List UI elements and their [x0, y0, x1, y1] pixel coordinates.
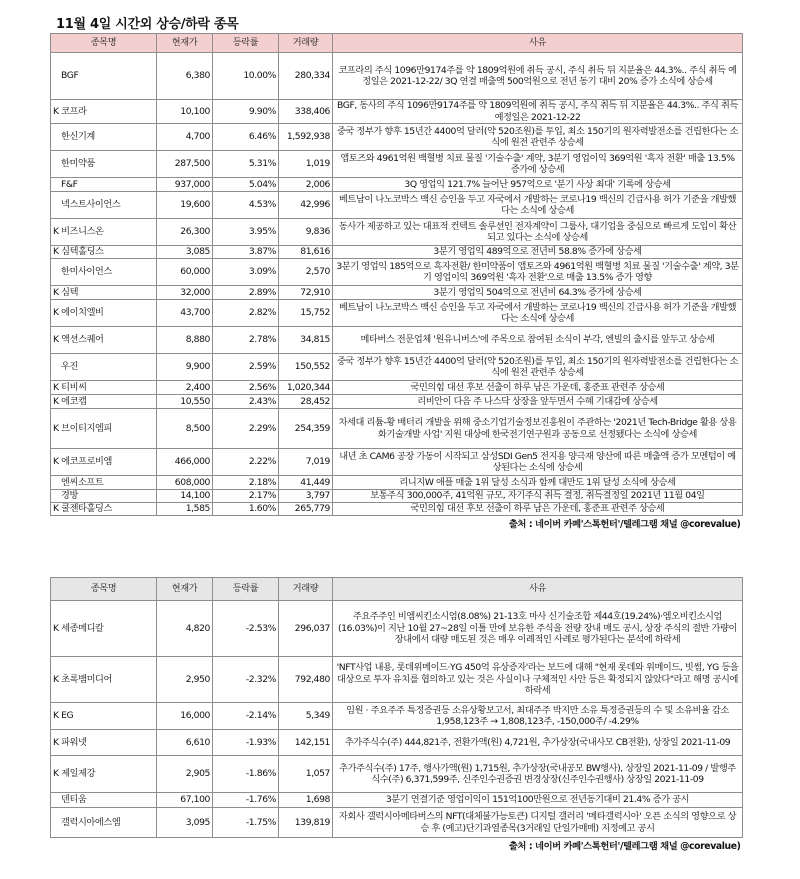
current-price: 6,610 [157, 730, 213, 756]
table-row [51, 300, 743, 327]
up-stocks-table [50, 33, 743, 533]
table-row [51, 756, 743, 793]
reason-text: 임원 · 주요주주 특정증권등 소유상황보고서, 최대주주 박지만 소유 특정증권등의 수 및 소유비율 감소 1,958,123주 → 1,808,123주, -150,000주/ -4.29% [333, 703, 743, 730]
current-price: 10,100 [157, 100, 213, 124]
table-row [51, 793, 743, 808]
change-rate: 2.89% [213, 286, 279, 300]
table-header-row [51, 34, 743, 53]
stock-name: F&F [51, 178, 157, 192]
col-header-volume: 거래량 [279, 578, 333, 601]
table-row [51, 246, 743, 259]
trade-volume: 338,406 [279, 100, 333, 124]
reason-text: 리니지W 애플 매출 1위 달성 소식과 함께 대만도 1위 달성 소식에 상승세 [333, 476, 743, 490]
col-header-reason: 사유 [333, 34, 743, 53]
col-header-name: 종목명 [51, 34, 157, 53]
stock-name: 한미사이언스 [51, 259, 157, 286]
current-price: 14,100 [157, 490, 213, 503]
change-rate: 2.78% [213, 327, 279, 354]
change-rate: 2.22% [213, 449, 279, 476]
change-rate: -1.93% [213, 730, 279, 756]
stock-name: K 비즈니스온 [51, 219, 157, 246]
col-header-price: 현재가 [157, 34, 213, 53]
trade-volume: 1,020,344 [279, 381, 333, 395]
change-rate: 3.09% [213, 259, 279, 286]
table-row [51, 259, 743, 286]
change-rate: 10.00% [213, 53, 279, 100]
page-title: 11월 4일 시간외 상승/하락 종목 [56, 17, 239, 32]
current-price: 937,000 [157, 178, 213, 192]
stock-name: 덴티움 [51, 793, 157, 808]
stock-name: BGF [51, 53, 157, 100]
reason-text: 보통주식 300,000주, 41억원 규모, 자기주식 취득 결정, 취득결정일 2021년 11월 04일 [333, 490, 743, 503]
current-price: 8,880 [157, 327, 213, 354]
reason-text: 중국 정부가 향후 15년간 4400억 달러(약 520조원)를 투입, 최소 150기의 원자력발전소를 건립한다는 소식에 원전 관련주 상승세 [333, 354, 743, 381]
stock-name: K 파워넷 [51, 730, 157, 756]
table-row [51, 703, 743, 730]
reason-text: 3분기 영업익 489억으로 전년비 58.8% 증가에 상승세 [333, 246, 743, 259]
current-price: 9,900 [157, 354, 213, 381]
trade-volume: 2,570 [279, 259, 333, 286]
table-row [51, 657, 743, 703]
reason-text: 추가주식수(주) 444,821주, 전환가액(원) 4,721원, 추가상장(국내사모 CB전환), 상장일 2021-11-09 [333, 730, 743, 756]
change-rate: -1.75% [213, 808, 279, 838]
stock-name: K 심텍홀딩스 [51, 246, 157, 259]
col-header-price: 현재가 [157, 578, 213, 601]
change-rate: 2.56% [213, 381, 279, 395]
current-price: 60,000 [157, 259, 213, 286]
current-price: 4,700 [157, 124, 213, 151]
current-price: 3,095 [157, 808, 213, 838]
current-price: 2,400 [157, 381, 213, 395]
table-row [51, 354, 743, 381]
trade-volume: 280,334 [279, 53, 333, 100]
change-rate: -2.53% [213, 601, 279, 657]
stock-name: 엔씨소프트 [51, 476, 157, 490]
trade-volume: 139,819 [279, 808, 333, 838]
table-row [51, 178, 743, 192]
trade-volume: 254,359 [279, 409, 333, 449]
col-header-volume: 거래량 [279, 34, 333, 53]
table-row [51, 151, 743, 178]
table-header-row [51, 578, 743, 601]
reason-text: 국민의힘 대선 후보 선출이 하루 남은 가운데, 홍준표 관련주 상승세 [333, 381, 743, 395]
change-rate: 3.87% [213, 246, 279, 259]
table-row [51, 381, 743, 395]
current-price: 287,500 [157, 151, 213, 178]
change-rate: 2.43% [213, 395, 279, 409]
trade-volume: 296,037 [279, 601, 333, 657]
change-rate: 1.60% [213, 503, 279, 516]
stock-name: K 제일제강 [51, 756, 157, 793]
stock-name: K 에이치엘비 [51, 300, 157, 327]
table-row [51, 730, 743, 756]
current-price: 1,585 [157, 503, 213, 516]
col-header-rate: 등락률 [213, 34, 279, 53]
reason-text: 'NFT사업 내용, 롯데위메이드·YG 450억 유상증자'라는 보드에 대해 "현재 롯데와 위메이드, 빗썸, YG 등을 대상으로 투자 유치를 협의하고 있는 것은 사실이나 구체적인 사안 등은 확정되지 않았다"라고 해명 공시에 하락세 [333, 657, 743, 703]
table-row [51, 476, 743, 490]
stock-name: 넥스트사이언스 [51, 192, 157, 219]
current-price: 2,950 [157, 657, 213, 703]
change-rate: 5.04% [213, 178, 279, 192]
current-price: 43,700 [157, 300, 213, 327]
reason-text: 리비안이 다음 주 나스닥 상장을 앞두면서 수혜 기대감에 상승세 [333, 395, 743, 409]
change-rate: 4.53% [213, 192, 279, 219]
trade-volume: 1,057 [279, 756, 333, 793]
change-rate: 6.46% [213, 124, 279, 151]
stock-name: K 쿨젠타홀딩스 [51, 503, 157, 516]
reason-text: 내년 초 CAM6 공장 가동이 시작되고 삼성SDI Gen5 전지용 양극재 양산에 따른 매출액 증가 모멘텀이 예상된다는 소식에 상승세 [333, 449, 743, 476]
source-row [51, 516, 743, 533]
table-row [51, 601, 743, 657]
change-rate: -1.76% [213, 793, 279, 808]
col-header-reason: 사유 [333, 578, 743, 601]
trade-volume: 3,797 [279, 490, 333, 503]
trade-volume: 142,151 [279, 730, 333, 756]
reason-text: 국민의힘 대선 후보 선출이 하루 남은 가운데, 홍준표 관련주 상승세 [333, 503, 743, 516]
current-price: 16,000 [157, 703, 213, 730]
stock-name: 한미약품 [51, 151, 157, 178]
reason-text: 3Q 영업익 121.7% 늘어난 957억으로 '분기 사상 최대' 기록에 상승세 [333, 178, 743, 192]
change-rate: 5.31% [213, 151, 279, 178]
table-row [51, 490, 743, 503]
stock-name: K 에코캡 [51, 395, 157, 409]
trade-volume: 15,752 [279, 300, 333, 327]
change-rate: 2.59% [213, 354, 279, 381]
trade-volume: 72,910 [279, 286, 333, 300]
table-row [51, 449, 743, 476]
change-rate: 2.82% [213, 300, 279, 327]
table-row [51, 219, 743, 246]
reason-text: 코프라의 주식 1096만9174주를 약 1809억원에 취득 공시, 주식 취득 뒤 지분율은 44.3%.. 주식 취득 예정일은 2021-12-22/ 3Q 연결 매출액 500억원으로 전년 동기 대비 20% 증가 소식에 상승세 [333, 53, 743, 100]
change-rate: 9.90% [213, 100, 279, 124]
table-row [51, 124, 743, 151]
current-price: 67,100 [157, 793, 213, 808]
down-stocks-table [50, 577, 743, 855]
source-note: 출처 : 네이버 카페'스톡헌터'/텔레그램 채널 @corevalue) [508, 518, 741, 530]
stock-name: 우진 [51, 354, 157, 381]
reason-text: 3분기 영업익 504억으로 전년비 64.3% 증가에 상승세 [333, 286, 743, 300]
reason-text: 주요주주인 비엠씨킨소시엄(8.08%) 21-13호 마사 신기술조합 제44호(19.24%)·엠오비킨소시엄(16.03%)이 지난 10월 27~28일 이틀 만에 보유한 주식을 전량 장내 매도 공시, 상장 주식의 절반 가량이 장내에서 대량 매도된 것은 매우 이례적인 사례로 평가된다는 분석에 하락세 [333, 601, 743, 657]
trade-volume: 34,815 [279, 327, 333, 354]
stock-name: 한신기계 [51, 124, 157, 151]
reason-text: 중국 정부가 향후 15년간 4400억 달러(약 520조원)를 투입, 최소 150기의 원자력발전소를 건립한다는 소식에 원전 관련주 상승세 [333, 124, 743, 151]
current-price: 19,600 [157, 192, 213, 219]
reason-text: 3분기 연결기준 영업이익이 151억100만원으로 전년동기대비 21.4% 증가 공시 [333, 793, 743, 808]
table-row [51, 327, 743, 354]
reason-text: 3분기 영업익 185억으로 흑자전환/ 한미약품이 앱토즈와 4961억원 백혈병 치료 물질 '기술수출' 계약, 3분기 영업이익 369억원 '흑자 전환'으로 매출 13.5% 증가 영향 [333, 259, 743, 286]
table-row [51, 503, 743, 516]
trade-volume: 9,836 [279, 219, 333, 246]
stock-name: K 심텍 [51, 286, 157, 300]
reason-text: 차세대 리튬-황 배터리 개발을 위해 중소기업기술정보진흥원이 주관하는 '2021년 Tech-Bridge 활용 상용화기술개발 사업' 지원 대상에 한국전기연구원과 공동으로 선정됐다는 소식에 상승세 [333, 409, 743, 449]
change-rate: -2.32% [213, 657, 279, 703]
trade-volume: 1,019 [279, 151, 333, 178]
stock-name: 경방 [51, 490, 157, 503]
stock-name: K EG [51, 703, 157, 730]
reason-text: 메타버스 전문업체 '원유니버스'에 주목으로 참여된 소식이 부각, 엔빌의 출시를 앞두고 상승세 [333, 327, 743, 354]
stock-name: 갤럭시아에스엠 [51, 808, 157, 838]
reason-text: 앱토즈와 4961억원 백혈병 치료 물질 '기술수출' 계약, 3분기 영업이익 369억원 '흑자 전환' 매출 13.5% 증가에 상승세 [333, 151, 743, 178]
col-header-name: 종목명 [51, 578, 157, 601]
reason-text: 동사가 제공하고 있는 대표적 컨텍트 솔루션인 전자계약이 그룹사, 대기업을 중심으로 빠르게 도입이 확산되고 있다는 소식에 상승세 [333, 219, 743, 246]
table-row [51, 192, 743, 219]
change-rate: 2.17% [213, 490, 279, 503]
current-price: 3,085 [157, 246, 213, 259]
stock-name: K 세종메디칼 [51, 601, 157, 657]
change-rate: 2.18% [213, 476, 279, 490]
current-price: 608,000 [157, 476, 213, 490]
trade-volume: 41,449 [279, 476, 333, 490]
trade-volume: 1,592,938 [279, 124, 333, 151]
source-note: 출처 : 네이버 카페'스톡헌터'/텔레그램 채널 @corevalue) [508, 840, 741, 852]
table-row [51, 395, 743, 409]
stock-name: K 초록뱀미디어 [51, 657, 157, 703]
change-rate: -1.86% [213, 756, 279, 793]
col-header-rate: 등락률 [213, 578, 279, 601]
current-price: 2,905 [157, 756, 213, 793]
trade-volume: 42,996 [279, 192, 333, 219]
trade-volume: 792,480 [279, 657, 333, 703]
reason-text: BGF, 동사의 주식 1096만9174주를 약 1809억원에 취득 공시, 주식 취득 뒤 지분율은 44.3%.. 주식 취득 예정일은 2021-12-22 [333, 100, 743, 124]
change-rate: 3.95% [213, 219, 279, 246]
stock-name: K 에코프로비엠 [51, 449, 157, 476]
current-price: 10,550 [157, 395, 213, 409]
current-price: 6,380 [157, 53, 213, 100]
current-price: 4,820 [157, 601, 213, 657]
current-price: 26,300 [157, 219, 213, 246]
table-row [51, 409, 743, 449]
trade-volume: 1,698 [279, 793, 333, 808]
reason-text: 베트남이 나노코박스 백신 승인을 두고 자국에서 개발하는 코로나19 백신의 긴급사용 허가 기준을 개발했다는 소식에 상승세 [333, 300, 743, 327]
reason-text: 베트남이 나노코박스 백신 승인을 두고 자국에서 개발하는 코로나19 백신의 긴급사용 허가 기준을 개발했다는 소식에 상승세 [333, 192, 743, 219]
trade-volume: 7,019 [279, 449, 333, 476]
source-row [51, 838, 743, 855]
trade-volume: 150,552 [279, 354, 333, 381]
table-row [51, 100, 743, 124]
stock-name: K 티비씨 [51, 381, 157, 395]
trade-volume: 265,779 [279, 503, 333, 516]
table-row [51, 286, 743, 300]
current-price: 8,500 [157, 409, 213, 449]
current-price: 32,000 [157, 286, 213, 300]
reason-text: 자회사 갤럭시아메타버스의 NFT(대체불가능토큰) 디지털 갤러리 '메타갤럭시아' 오픈 소식의 영향으로 상승 후 (예고)단기과열종목(3거래일 단일가매매) 지정예고 공시 [333, 808, 743, 838]
reason-text: 추가주식수(주) 17주, 행사가액(원) 1,715원, 추가상장(국내공모 BW행사), 상장일 2021-11-09 / 발행주식수(주) 6,371,599주, 신주인수권증권 변경상장(신주인수권행사) 상장일 2021-11-09 [333, 756, 743, 793]
stock-name: K 코프라 [51, 100, 157, 124]
current-price: 466,000 [157, 449, 213, 476]
trade-volume: 28,452 [279, 395, 333, 409]
change-rate: 2.29% [213, 409, 279, 449]
trade-volume: 5,349 [279, 703, 333, 730]
table-row [51, 53, 743, 100]
stock-name: K 브이티지엠피 [51, 409, 157, 449]
trade-volume: 81,616 [279, 246, 333, 259]
stock-name: K 액션스퀘어 [51, 327, 157, 354]
change-rate: -2.14% [213, 703, 279, 730]
trade-volume: 2,006 [279, 178, 333, 192]
table-row [51, 808, 743, 838]
